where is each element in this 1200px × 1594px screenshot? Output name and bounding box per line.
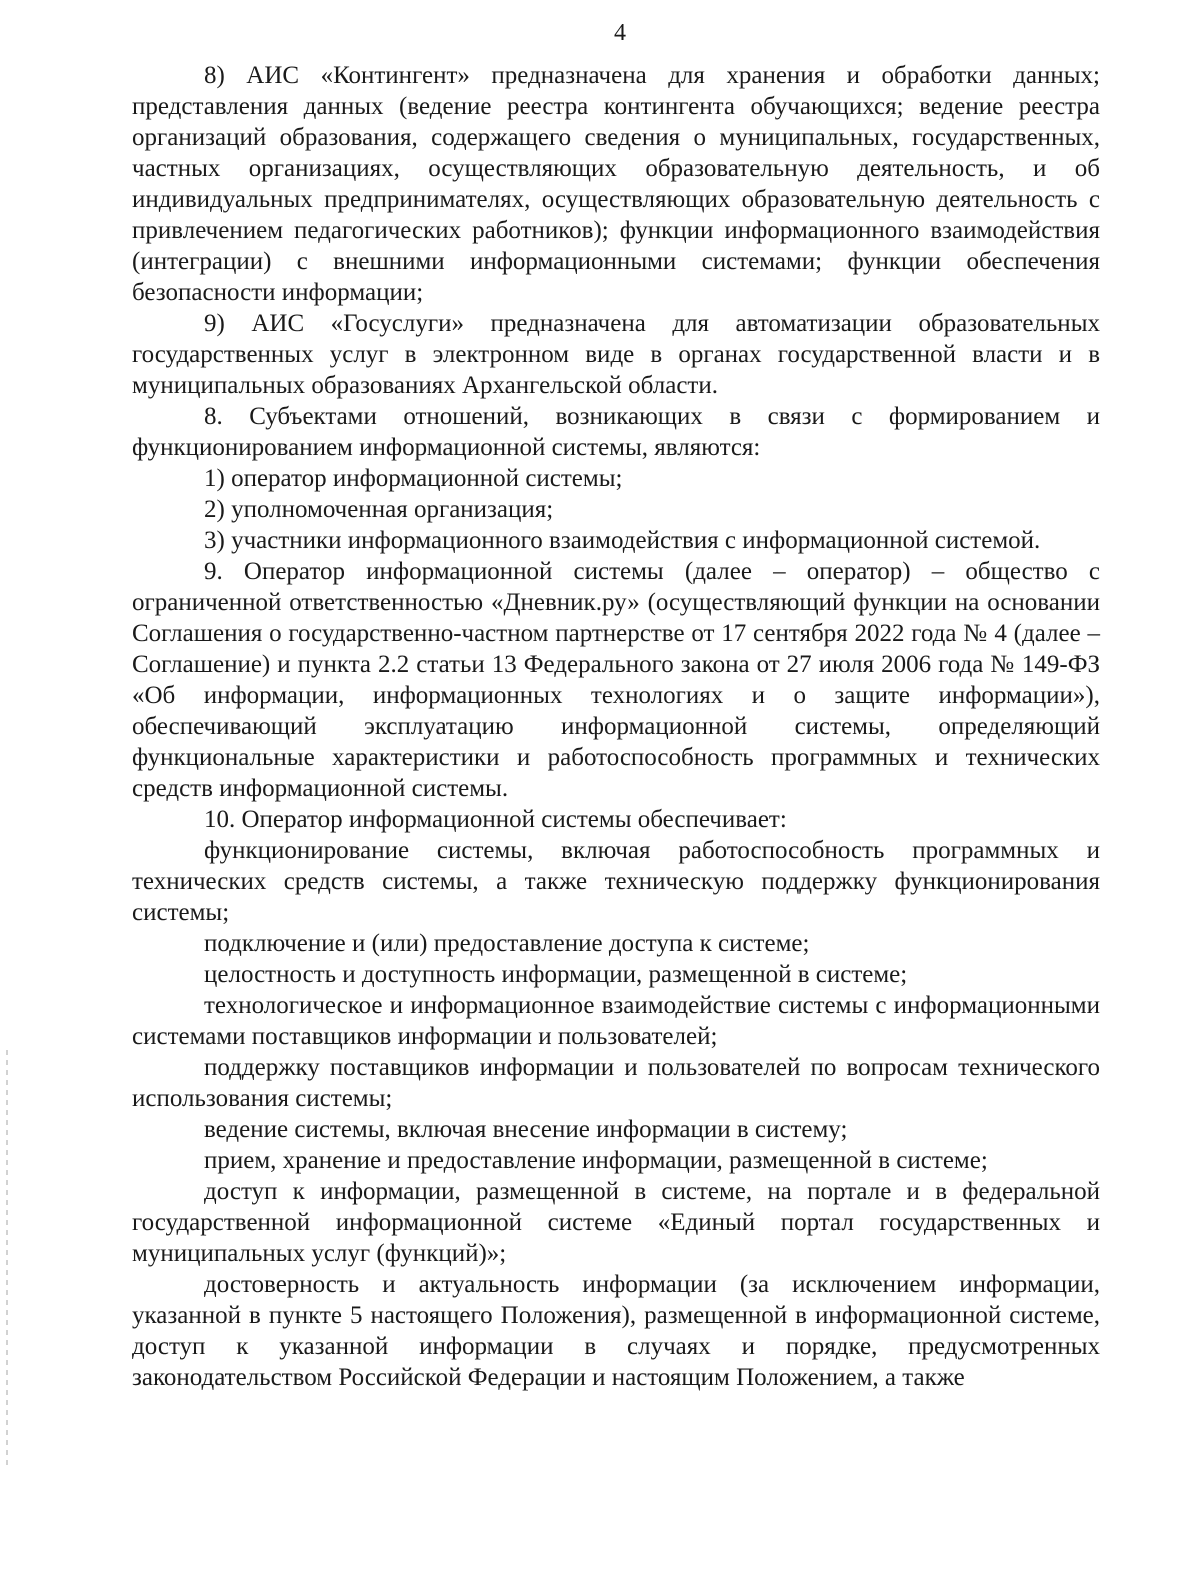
duty-integrity: целостность и доступность информации, размещенной в системе; (204, 961, 908, 988)
paragraph-8-ais-contingent: 8) АИС «Контингент» предназначена для хранения и обработки данных; представления данных (ведение реестра контингента обучающихся; ведение реестра организаций образования, содержащего сведения о муниципальных, государственных, частных организациях, осуществляющих образовательную деятельность, и об индивидуальных предпринимателях, осуществляющих образовательную деятельность с привлечением педагогических работников); функции информационного взаимодействия (интеграции) с внешними информационными системами; функции обеспечения безопасности информации; (132, 62, 1100, 306)
paragraph-section-9: 9. Оператор информационной системы (далее – оператор) – общество с ограниченной ответственностью «Дневник.ру» (осуществляющий функции на основании Соглашения о государственно-частном партнерстве от 17 сентября 2022 года № 4 (далее – Соглашение) и пункта 2.2 статьи 13 Федерального закона от 27 июля 2006 года № 149-ФЗ «Об информации, информационных технологиях и о защите информации»), обеспечивающий эксплуатацию информационной системы, определяющий функциональные характеристики и работоспособность программных и технических средств информационной системы. (132, 558, 1100, 802)
duty-reliability: достоверность и актуальность информации (за исключением информации, указанной в пункте 5 настоящего Положения), размещенной в информационной системе, доступ к указанной информации в случаях и порядке, предусмотренных законодательством Российской Федерации и настоящим Положением, а также (132, 1271, 1100, 1391)
paragraph-section-10: 10. Оператор информационной системы обеспечивает: (204, 806, 787, 833)
document-body (132, 60, 1100, 1393)
list-item-authorized-organization: 2) уполномоченная организация; (204, 496, 554, 523)
duty-access: доступ к информации, размещенной в системе, на портале и в федеральной государственной информационной системе «Единый портал государственных и муниципальных услуг (функций)»; (132, 1178, 1100, 1267)
duty-functioning: функционирование системы, включая работоспособность программных и технических средств системы, а также техническую поддержку функционирования системы; (132, 837, 1100, 926)
duty-support: поддержку поставщиков информации и пользователей по вопросам технического использования системы; (132, 1054, 1100, 1112)
duty-storage: прием, хранение и предоставление информации, размещенной в системе; (204, 1147, 988, 1174)
page-number: 4 (614, 20, 626, 46)
duty-interaction: технологическое и информационное взаимодействие системы с информационными системами поставщиков информации и пользователей; (132, 992, 1100, 1050)
scan-edge-artifact (6, 1050, 8, 1470)
duty-maintenance: ведение системы, включая внесение информации в систему; (204, 1116, 848, 1143)
paragraph-9-ais-gosuslugi: 9) АИС «Госуслуги» предназначена для автоматизации образовательных государственных услуг в электронном виде в органах государственной власти и в муниципальных образованиях Архангельской области. (132, 310, 1100, 399)
list-item-participants: 3) участники информационного взаимодействия с информационной системой. (204, 527, 1041, 554)
duty-connection: подключение и (или) предоставление доступа к системе; (204, 930, 810, 957)
list-item-operator: 1) оператор информационной системы; (204, 465, 623, 492)
paragraph-section-8: 8. Субъектами отношений, возникающих в связи с формированием и функционированием информационной системы, являются: (132, 403, 1100, 461)
